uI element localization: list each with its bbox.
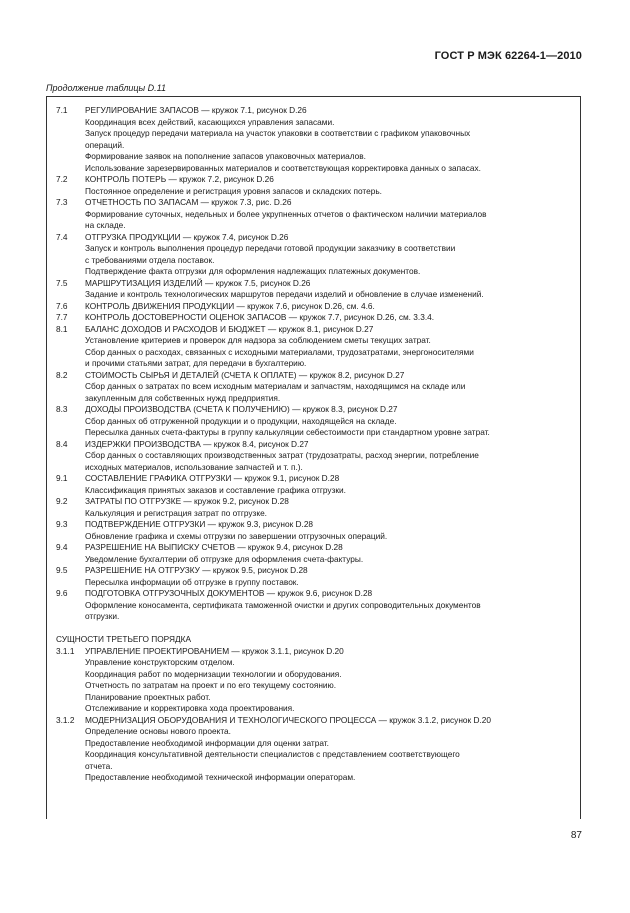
- entry-number: 9.4: [56, 542, 68, 552]
- entry-title: ДОХОДЫ ПРОИЗВОДСТВА (СЧЕТА К ПОЛУЧЕНИЮ) — кружок 8.3, рисунок D.27: [85, 404, 398, 414]
- table-content: [56, 105, 578, 784]
- entry-title: МОДЕРНИЗАЦИЯ ОБОРУДОВАНИЯ И ТЕХНОЛОГИЧЕСКОГО ПРОЦЕССА — кружок 3.1.2, рисунок D.20: [85, 714, 491, 725]
- entry-line: Обновление графика и схемы отгрузки по завершении отгрузочных операций.: [85, 530, 388, 541]
- document-code: ГОСТ Р МЭК 62264-1—2010: [434, 50, 582, 62]
- entry-line: Отслеживание и корректировка хода проектирования.: [85, 703, 295, 713]
- entry-line: закупленным для собственных нужд предприятия.: [85, 392, 281, 403]
- entry-number: 7.6: [56, 300, 68, 311]
- table-entry: [56, 312, 578, 324]
- entry-line: Запуск и контроль выполнения процедур передачи готовой продукции заказчику в соответствии: [85, 243, 456, 253]
- entry-text: [85, 324, 578, 370]
- entry-text: [85, 646, 578, 715]
- entry-line: и прочими статьями затрат, для передачи в бухгалтерию.: [85, 358, 307, 368]
- entry-title: СОСТАВЛЕНИЕ ГРАФИКА ОТГРУЗКИ — кружок 9.1, рисунок D.28: [85, 473, 340, 483]
- section-heading: СУЩНОСТИ ТРЕТЬЕГО ПОРЯДКА: [56, 634, 191, 644]
- entry-number: 7.7: [56, 312, 68, 322]
- entry-line: Сбор данных о затратах по всем исходным материалам и запчастям, находящимся на складе или: [85, 381, 466, 391]
- entry-line: Планирование проектных работ.: [85, 691, 211, 702]
- entry-line: Использование зарезервированных материалов и соответствующая корректировка данных о запасах.: [85, 162, 481, 173]
- entry-number: 7.1: [56, 105, 68, 115]
- entry-line: Калькуляция и регистрация затрат по отгрузке.: [85, 507, 267, 518]
- entry-line: Отчетность по затратам на проект и по его текущему состоянию.: [85, 680, 337, 690]
- entry-line: Управление конструкторским отделом.: [85, 657, 235, 667]
- table-entry: [56, 404, 578, 439]
- entry-number: 7.2: [56, 174, 68, 184]
- table-entry: [56, 588, 578, 623]
- entry-number: 3.1.2: [56, 714, 75, 725]
- entry-line: Задание и контроль технологических маршрутов передачи изделий и обновление в случае изменений.: [85, 289, 484, 299]
- entry-text: [85, 565, 578, 588]
- entry-line: на складе.: [85, 220, 126, 230]
- entry-title: ПОДТВЕРЖДЕНИЕ ОТГРУЗКИ — кружок 9.3, рисунок D.28: [85, 519, 314, 529]
- entry-text: [85, 278, 578, 301]
- entry-title: РАЗРЕШЕНИЕ НА ВЫПИСКУ СЧЕТОВ — кружок 9.4, рисунок D.28: [85, 542, 343, 552]
- entry-text: [85, 370, 578, 405]
- table-entry: [56, 496, 578, 519]
- entry-text: [85, 588, 578, 623]
- entry-text: [85, 542, 578, 565]
- entry-title: КОНТРОЛЬ ПОТЕРЬ — кружок 7.2, рисунок D.26: [85, 174, 274, 184]
- entry-title: ОТГРУЗКА ПРОДУКЦИИ — кружок 7.4, рисунок D.26: [85, 231, 289, 242]
- entry-line: Сбор данных об отгруженной продукции и о продукции, находящейся на складе.: [85, 415, 397, 426]
- table-entry: [56, 646, 578, 715]
- entry-line: Определение основы нового проекта.: [85, 726, 231, 736]
- entry-title: КОНТРОЛЬ ДОСТОВЕРНОСТИ ОЦЕНОК ЗАПАСОВ — кружок 7.7, рисунок D.26, см. 3.3.4.: [85, 312, 435, 322]
- entry-number: 9.3: [56, 519, 68, 529]
- entry-number: 7.3: [56, 197, 68, 207]
- entry-line: Уведомление бухгалтерии об отгрузке для оформления счета-фактуры.: [85, 553, 364, 564]
- entry-line: Формирование заявок на пополнение запасов упаковочных материалов.: [85, 151, 366, 161]
- entry-title: МАРШРУТИЗАЦИЯ ИЗДЕЛИЙ — кружок 7.5, рисунок D.26: [85, 277, 311, 288]
- table-entry: [56, 174, 578, 197]
- table-caption: Продолжение таблицы D.11: [46, 83, 167, 93]
- entry-title: ОТЧЕТНОСТЬ ПО ЗАПАСАМ — кружок 7.3, рис. D.26: [85, 197, 292, 207]
- entry-line: операций.: [85, 139, 125, 150]
- entry-title: УПРАВЛЕНИЕ ПРОЕКТИРОВАНИЕМ — кружок 3.1.1, рисунок D.20: [85, 645, 344, 656]
- entry-line: Установление критериев и проверок для надзора за соблюдением сметы текущих затрат.: [85, 335, 431, 345]
- table-entry: [56, 715, 578, 784]
- table-entry: [56, 473, 578, 496]
- table-entry: [56, 278, 578, 301]
- entry-number: 7.4: [56, 231, 68, 242]
- entry-text: [85, 232, 578, 278]
- entry-line: Сбор данных о расходах, связанных с исходными материалами, трудозатратами, энергоносителями: [85, 346, 474, 357]
- entry-line: отчета.: [85, 760, 113, 771]
- entry-number: 7.5: [56, 277, 68, 288]
- table-entry: [56, 197, 578, 232]
- table-entry: [56, 301, 578, 313]
- table-entry: [56, 519, 578, 542]
- entry-line: Координация работ по модернизации технологии и оборудования.: [85, 668, 342, 679]
- entry-line: Предоставление необходимой информации для оценки затрат.: [85, 737, 329, 748]
- table-entry: [56, 439, 578, 474]
- entry-title: ПОДГОТОВКА ОТГРУЗОЧНЫХ ДОКУМЕНТОВ — кружок 9.6, рисунок D.28: [85, 588, 373, 598]
- entry-title: ЗАТРАТЫ ПО ОТГРУЗКЕ — кружок 9.2, рисунок D.28: [85, 496, 289, 506]
- entry-line: Координация всех действий, касающихся управления запасами.: [85, 116, 335, 127]
- entry-number: 3.1.1: [56, 645, 75, 656]
- entry-text: [85, 174, 578, 197]
- entry-line: Оформление коносамента, сертификата таможенной очистки и других сопроводительных документов: [85, 599, 481, 610]
- entry-number: 9.6: [56, 588, 68, 598]
- entry-title: КОНТРОЛЬ ДВИЖЕНИЯ ПРОДУКЦИИ — кружок 7.6, рисунок D.26, см. 4.6.: [85, 300, 375, 311]
- entry-title: СТОИМОСТЬ СЫРЬЯ И ДЕТАЛЕЙ (СЧЕТА К ОПЛАТЕ) — кружок 8.2, рисунок D.27: [85, 369, 405, 380]
- entry-number: 8.1: [56, 323, 68, 334]
- entry-text: [85, 715, 578, 784]
- entry-line: Пересылка информации об отгрузке в группу поставок.: [85, 576, 299, 587]
- entry-number: 9.1: [56, 473, 68, 483]
- entry-number: 8.3: [56, 404, 68, 414]
- entry-line: исходных материалов, использование запчастей и т. п.).: [85, 461, 303, 472]
- entry-number: 8.2: [56, 369, 68, 380]
- entry-line: Пересылка данных счета-фактуры в группу калькуляции себестоимости при стандартном уровне затрат.: [85, 427, 490, 437]
- entry-line: Предоставление необходимой технической информации операторам.: [85, 772, 356, 782]
- entry-text: [85, 473, 578, 496]
- entry-text: [85, 105, 578, 174]
- entry-text: [85, 439, 578, 474]
- table-entry: [56, 565, 578, 588]
- table-entry: [56, 324, 578, 370]
- entry-text: [85, 404, 578, 439]
- entry-line: с требованиями отдела поставок.: [85, 254, 215, 265]
- entry-text: [85, 301, 578, 313]
- entry-line: Сбор данных о составляющих производственных затрат (трудозатраты, расход энергии, потребление: [85, 450, 479, 460]
- table-entry: [56, 542, 578, 565]
- entry-line: Координация консультативной деятельности специалистов с представлением соответствующего: [85, 749, 460, 759]
- table-entry: [56, 232, 578, 278]
- entry-title: РЕГУЛИРОВАНИЕ ЗАПАСОВ — кружок 7.1, рисунок D.26: [85, 105, 307, 115]
- entry-line: отгрузки.: [85, 611, 120, 621]
- entry-text: [85, 496, 578, 519]
- entry-title: РАЗРЕШЕНИЕ НА ОТГРУЗКУ — кружок 9.5, рисунок D.28: [85, 565, 308, 575]
- entry-line: Формирование суточных, недельных и более укрупненных отчетов о фактическом наличии материалов: [85, 208, 487, 219]
- entry-line: Классификация принятых заказов и составление графика отгрузки.: [85, 484, 346, 495]
- page-number: 87: [570, 830, 582, 841]
- entry-text: [85, 519, 578, 542]
- entry-line: Постоянное определение и регистрация уровня запасов и складских потерь.: [85, 185, 382, 196]
- entry-text: [85, 312, 578, 324]
- entry-number: 9.2: [56, 496, 68, 506]
- entry-number: 8.4: [56, 438, 68, 449]
- entry-number: 9.5: [56, 565, 68, 575]
- section-gap: [56, 623, 578, 635]
- entry-title: ИЗДЕРЖКИ ПРОИЗВОДСТВА — кружок 8.4, рисунок D.27: [85, 438, 309, 449]
- entry-text: [85, 197, 578, 232]
- entry-line: Запуск процедур передачи материала на участок упаковки в соответствии с графиком упаковочных: [85, 128, 471, 138]
- table-entry: [56, 370, 578, 405]
- entry-title: БАЛАНС ДОХОДОВ И РАСХОДОВ И БЮДЖЕТ — кружок 8.1, рисунок D.27: [85, 323, 374, 334]
- table-entry: [56, 105, 578, 174]
- entry-line: Подтверждение факта отгрузки для оформления надлежащих платежных документов.: [85, 266, 421, 276]
